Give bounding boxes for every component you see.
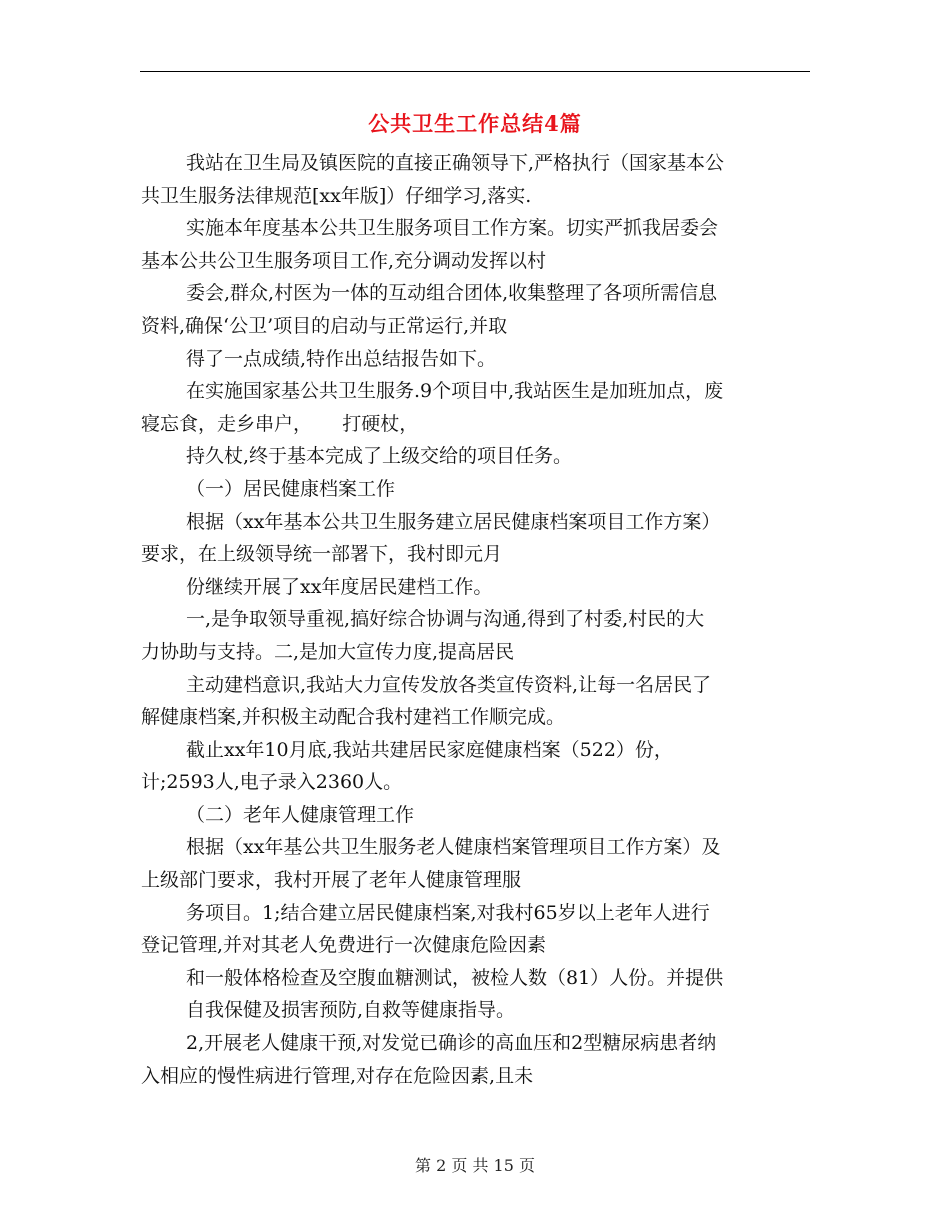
body-line: 共卫生服务法律规范[xx年版]）仔细学习,落实.	[141, 184, 532, 207]
body-line: 资料,确保‘公卫’项目的启动与正常运行,并取	[141, 314, 508, 337]
body-line: 自我保健及损害预防,自救等健康指导。	[186, 999, 516, 1022]
document-body	[141, 147, 813, 1092]
body-line: 根据（xx年基本公共卫生服务建立居民健康档案项目工作方案）	[186, 510, 721, 533]
body-line: 和一般体格检查及空腹血糖测试，被检人数（81）人份。并提供	[186, 966, 724, 989]
body-line: 解健康档案,并积极主动配合我村建裆工作顺完成。	[141, 706, 566, 729]
body-line: 入相应的慢性病进行管理,对存在危险因素,且未	[141, 1064, 534, 1087]
body-line: 计;2593人,电子录入2360人。	[141, 771, 403, 794]
body-line: 寝忘食，走乡串户， 打硬杖，	[141, 412, 419, 435]
page-footer: 第 2 页 共 15 页	[415, 1156, 535, 1175]
body-line: 2,开展老人健康干预,对发觉已确诊的高血压和2型糖尿病患者纳	[186, 1032, 717, 1055]
body-line: 务项目。1;结合建立居民健康档案,对我村65岁以上老年人进行	[186, 901, 710, 924]
body-line: 持久杖,终于基本完成了上级交给的项目任务。	[186, 445, 573, 468]
body-line: 份继续开展了xx年度居民建档工作。	[186, 575, 493, 598]
body-line: 登记管理,并对其老人免费进行一次健康危险因素	[141, 934, 547, 957]
body-line: 上级部门要求，我村开展了老年人健康管理服	[141, 869, 522, 892]
document-title: 公共卫生工作总结4篇	[368, 111, 582, 136]
body-line: 根据（xx年基公共卫生服务老人健康档案管理项目工作方案）及	[186, 836, 721, 859]
body-line: 力协助与支持。二,是加大宣传力度,提高居民	[141, 640, 515, 663]
header-rule	[140, 71, 810, 72]
body-line: 我站在卫生局及镇医院的直接正确领导下,严格执行（国家基本公	[186, 152, 725, 174]
body-line: 一,是争取领导重视,搞好综合协调与沟通,得到了村委,村民的大	[186, 608, 705, 631]
body-line: 主动建档意识,我站大力宣传发放各类宣传资料,让每一名居民了	[186, 673, 712, 696]
body-line: （二）老年人健康管理工作	[186, 803, 415, 826]
body-line: 基本公共公卫生服务项目工作,充分调动发挥以村	[141, 249, 547, 272]
body-line: 实施本年度基本公共卫生服务项目工作方案。切实严抓我居委会	[186, 217, 719, 240]
body-line: 委会,群众,村医为一体的互动组合团体,收集整理了各项所需信息	[186, 282, 718, 305]
body-line: （一）居民健康档案工作	[186, 477, 396, 500]
body-line: 在实施国家基公共卫生服务.9个项目中,我站医生是加班加点，废	[186, 380, 724, 403]
body-line: 要求，在上级领导统一部署下，我村即元月	[141, 543, 503, 566]
body-line: 截止xx年10月底,我站共建居民家庭健康档案（522）份，	[186, 738, 673, 761]
body-line: 得了一点成绩,特作出总结报告如下。	[186, 347, 497, 370]
